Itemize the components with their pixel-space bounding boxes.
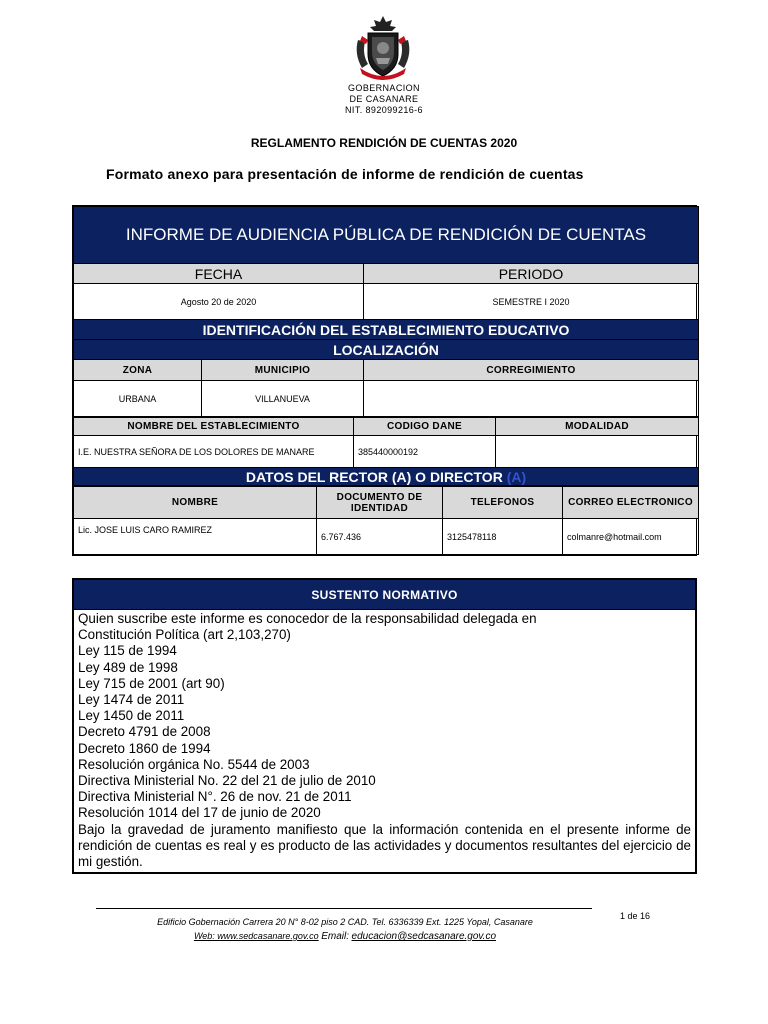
codigo-dane-label: CODIGO DANE xyxy=(354,418,496,436)
footer-web-link[interactable]: Web: www.sedcasanare.gov.co xyxy=(193,931,319,941)
nombre-value: Lic. JOSE LUIS CARO RAMIREZ xyxy=(74,519,317,555)
corregimiento-label: CORREGIMIENTO xyxy=(364,360,699,381)
periodo-label: PERIODO xyxy=(364,264,699,284)
zona-value: URBANA xyxy=(74,381,202,417)
zona-label: ZONA xyxy=(74,360,202,381)
fecha-value: Agosto 20 de 2020 xyxy=(74,284,364,320)
periodo-value: SEMESTRE I 2020 xyxy=(364,284,699,320)
rector-title xyxy=(74,468,699,486)
sustento-line: Ley 1450 de 2011 xyxy=(78,708,185,724)
sustento-line: Resolución orgánica No. 5544 de 2003 xyxy=(78,756,310,772)
footer-address: Edificio Gobernación Carrera 20 N° 8-02 piso 2 CAD. Tel. 6336339 Ext. 1225 Yopal, Casanare xyxy=(157,917,533,927)
nombre-establecimiento-label: NOMBRE DEL ESTABLECIMIENTO xyxy=(74,418,354,436)
documento-value: 6.767.436 xyxy=(317,519,443,555)
fecha-label: FECHA xyxy=(74,264,364,284)
sustento-line: Ley 115 de 1994 xyxy=(78,643,177,659)
footer-email-label: Email: xyxy=(321,931,349,942)
rector-title-suffix: (A) xyxy=(506,468,527,485)
sustento-line: Ley 1474 de 2011 xyxy=(78,692,185,708)
nombre-establecimiento-value: I.E. NUESTRA SEÑORA DE LOS DOLORES DE MANARE xyxy=(74,436,354,468)
document-subtitle: Formato anexo para presentación de informe de rendición de cuentas xyxy=(106,166,584,182)
telefonos-label: TELEFONOS xyxy=(443,487,563,519)
sustento-line: Directiva Ministerial N°. 26 de nov. 21 de 2011 xyxy=(78,789,352,805)
sustento-line: Ley 489 de 1998 xyxy=(78,659,178,675)
sustento-body xyxy=(74,610,696,873)
sustento-title: SUSTENTO NORMATIVO xyxy=(74,580,696,610)
sustento-line: Directiva Ministerial No. 22 del 21 de julio de 2010 xyxy=(78,773,376,789)
municipio-value: VILLANUEVA xyxy=(202,381,364,417)
informe-form xyxy=(72,205,697,556)
sustento-line: Resolución 1014 del 17 de junio de 2020 xyxy=(78,805,321,821)
informe-title: INFORME DE AUDIENCIA PÚBLICA DE RENDICIÓN DE CUENTAS xyxy=(74,207,699,264)
sustento-line: Ley 715 de 2001 (art 90) xyxy=(78,675,225,691)
modalidad-label: MODALIDAD xyxy=(496,418,699,436)
sustento-closing: Bajo la gravedad de juramento manifiesto que la información contenida en el presente informe de rendición de cuentas es real y es producto de las actividades y documentos resultantes del ejercicio de mi gestión. xyxy=(78,821,691,870)
municipio-label: MUNICIPIO xyxy=(202,360,364,381)
document-title: REGLAMENTO RENDICIÓN DE CUENTAS 2020 xyxy=(250,136,518,150)
sustento-line: Quien suscribe este informe es conocedor de la responsabilidad delegada en xyxy=(78,611,537,626)
corregimiento-value xyxy=(364,381,699,417)
gobernacion-crest-icon xyxy=(352,14,414,84)
footer-email-link[interactable]: educacion@sedcasanare.gov.co xyxy=(351,931,497,942)
localizacion-title: LOCALIZACIÓN xyxy=(74,340,699,360)
org-name-line2: DE CASANARE xyxy=(349,94,419,104)
correo-label: CORREO ELECTRONICO xyxy=(563,487,699,519)
org-name-line1: GOBERNACION xyxy=(348,83,420,93)
documento-label: DOCUMENTO DE IDENTIDAD xyxy=(317,487,443,519)
org-nit: NIT. 892099216-6 xyxy=(345,105,423,115)
sustento-line: Constitución Política (art 2,103,270) xyxy=(78,627,291,643)
correo-value: colmanre@hotmail.com xyxy=(563,519,699,555)
telefonos-value: 3125478118 xyxy=(443,519,563,555)
org-identification xyxy=(300,83,468,116)
sustento-line: Decreto 4791 de 2008 xyxy=(78,724,211,740)
codigo-dane-value: 385440000192 xyxy=(354,436,496,468)
page-number: 1 de 16 xyxy=(620,911,651,921)
rector-title-text: DATOS DEL RECTOR (A) O DIRECTOR xyxy=(245,468,503,485)
modalidad-value xyxy=(496,436,699,468)
footer-contact xyxy=(110,915,580,944)
sustento-line: Decreto 1860 de 1994 xyxy=(78,740,211,756)
identificacion-title: IDENTIFICACIÓN DEL ESTABLECIMIENTO EDUCATIVO xyxy=(74,320,699,340)
sustento-section xyxy=(72,578,697,874)
footer-divider xyxy=(96,908,592,909)
nombre-label: NOMBRE xyxy=(74,487,317,519)
